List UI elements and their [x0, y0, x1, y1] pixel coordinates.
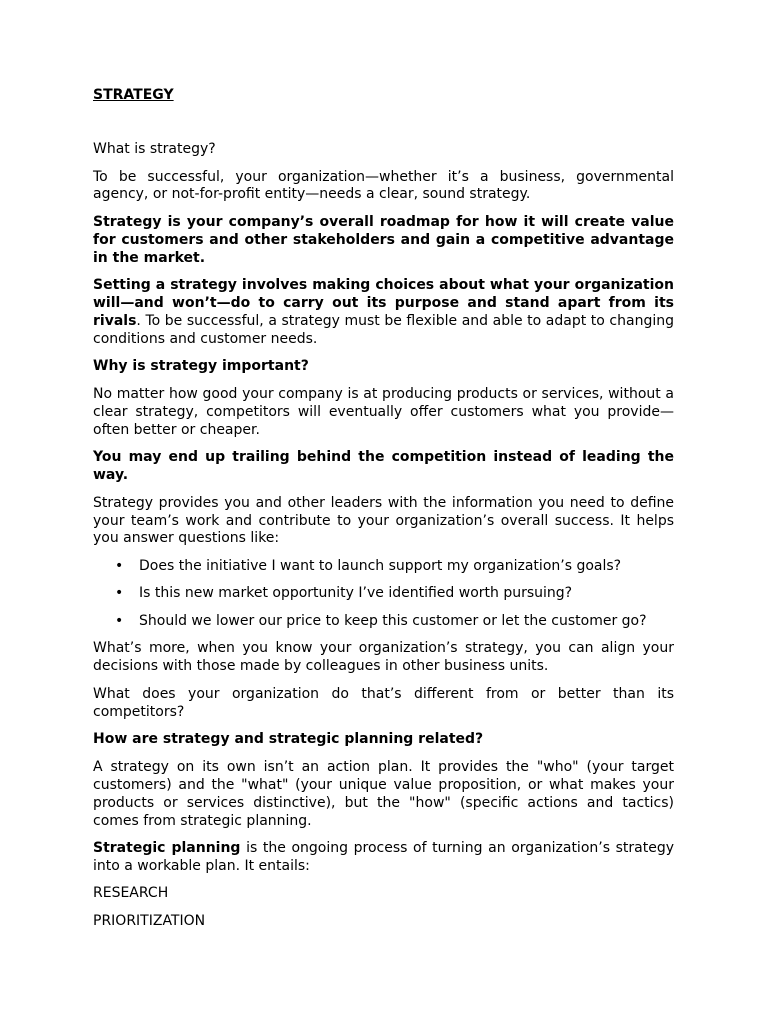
bullet-icon: • [115, 557, 124, 574]
setting-strategy-bold: Setting a strategy involves making choices about what your organization will—and won’t—do to carry out its purpose and stand apart from its rivals [93, 277, 674, 330]
bullet-icon: • [115, 585, 124, 602]
item-research: RESEARCH [93, 885, 169, 902]
paragraph-strategic-planning [93, 840, 674, 876]
question-what-is-strategy: What is strategy? [93, 141, 216, 157]
question-list [93, 558, 674, 631]
list-item-text: Should we lower our price to keep this customer or let the customer go? [139, 612, 647, 629]
paragraph-successful: To be successful, your organization—whether it’s a business, governmental agency, or not-for-profit entity—needs a clear, sound strategy. [93, 168, 674, 203]
paragraph-trailing: You may end up trailing behind the competition instead of leading the way. [93, 449, 674, 484]
paragraph-no-matter: No matter how good your company is at producing products or services, without a clear strategy, competitors will eventually offer customers what you provide—often better or cheaper. [93, 385, 674, 438]
bullet-icon: • [115, 612, 124, 629]
strategic-planning-rest: is the ongoing process of turning an organization’s strategy into a workable plan. It entails: [93, 840, 675, 874]
paragraph-whats-more: What’s more, when you know your organization’s strategy, you can align your decisions with those made by colleagues in other business units. [93, 640, 674, 675]
list-item [93, 613, 674, 631]
heading-how-related: How are strategy and strategic planning related? [93, 731, 484, 748]
paragraph-action-plan: A strategy on its own isn’t an action plan. It provides the "who" (your target customers) and the "what" (your unique value proposition, or what makes your products or services distinctive), but the "how" (specific actions and tactics) comes from strategic planning. [93, 758, 674, 829]
item-prioritization: PRIORITIZATION [93, 912, 206, 929]
list-item-text: Is this new market opportunity I’ve identified worth pursuing? [139, 585, 573, 602]
heading-why-important: Why is strategy important? [93, 358, 309, 375]
document-page [93, 86, 674, 940]
paragraph-strategy-provides: Strategy provides you and other leaders with the information you need to define your team’s work and contribute to your organization’s overall success. It helps you answer questions like: [93, 494, 674, 547]
paragraph-what-does: What does your organization do that’s different from or better than its competitors? [93, 685, 674, 720]
paragraph-roadmap: Strategy is your company’s overall roadmap for how it will create value for customers and other stakeholders and gain a competitive advantage in the market. [93, 213, 674, 266]
strategic-planning-bold: Strategic planning [93, 840, 241, 856]
setting-strategy-rest: . To be successful, a strategy must be flexible and able to adapt to changing conditions and customer needs. [93, 313, 674, 347]
list-item-text: Does the initiative I want to launch support my organization’s goals? [139, 557, 622, 574]
document-title: STRATEGY [93, 87, 174, 103]
list-item [93, 585, 674, 603]
paragraph-setting-strategy [93, 277, 674, 349]
list-item [93, 558, 674, 576]
